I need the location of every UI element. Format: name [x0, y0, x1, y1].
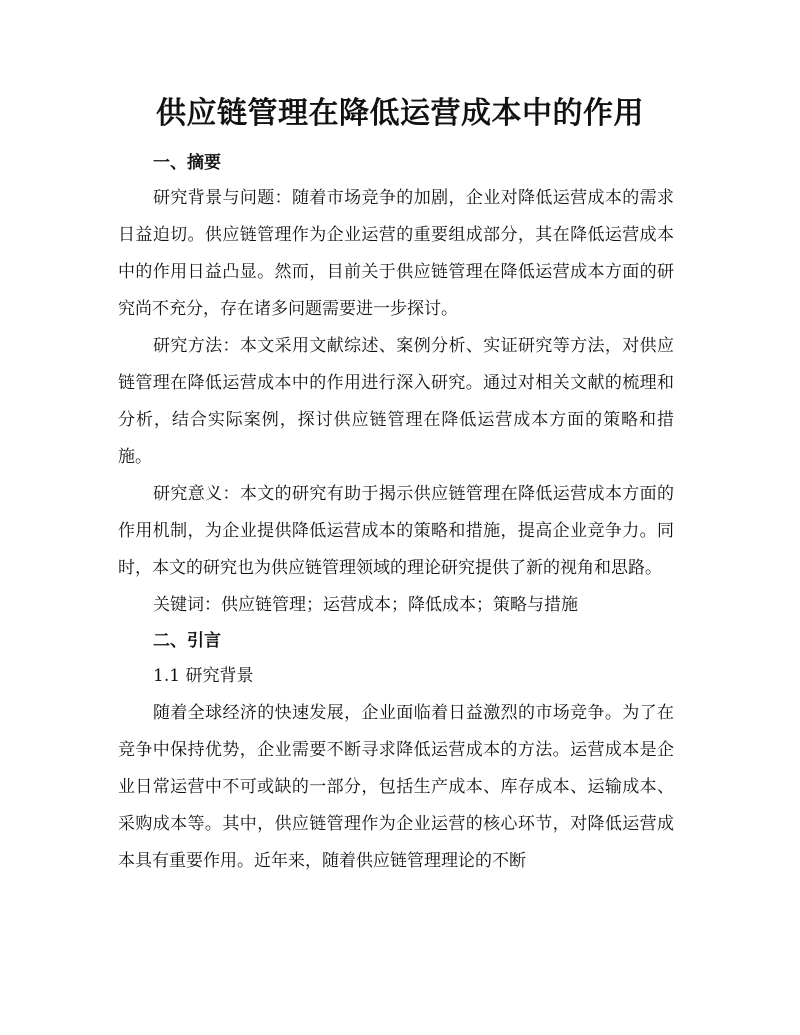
abstract-heading: 一、摘要	[153, 153, 221, 173]
keywords-line: 关键词：供应链管理；运营成本；降低成本；策略与措施	[153, 595, 578, 615]
introduction-paragraph: 随着全球经济的快速发展，企业面临着日益激烈的市场竞争。为了在竞争中保持优势，企业需要不断寻求降低运营成本的方法。运营成本是企业日常运营中不可或缺的一部分，包括生产成本、库存成本、运输成本、采购成本等。其中，供应链管理作为企业运营的核心环节，对降低运营成本具有重要作用。近年来，随着供应链管理理论的不断	[118, 703, 674, 871]
research-background-subheading: 1.1 研究背景	[153, 666, 254, 686]
abstract-background-paragraph: 研究背景与问题：随着市场竞争的加剧，企业对降低运营成本的需求日益迫切。供应链管理作为企业运营的重要组成部分，其在降低运营成本中的作用日益凸显。然而，目前关于供应链管理在降低运营成本方面的研究尚不充分，存在诸多问题需要进一步探讨。	[118, 188, 674, 319]
document-body	[118, 146, 674, 880]
introduction-heading: 二、引言	[153, 631, 221, 651]
abstract-methods-paragraph: 研究方法：本文采用文献综述、案例分析、实证研究等方法，对供应链管理在降低运营成本中的作用进行深入研究。通过对相关文献的梳理和分析，结合实际案例，探讨供应链管理在降低运营成本方面的策略和措施。	[118, 336, 674, 467]
abstract-significance-paragraph: 研究意义：本文的研究有助于揭示供应链管理在降低运营成本方面的作用机制，为企业提供降低运营成本的策略和措施，提高企业竞争力。同时，本文的研究也为供应链管理领域的理论研究提供了新的视角和思路。	[118, 484, 674, 578]
document-title: 供应链管理在降低运营成本中的作用	[156, 96, 644, 131]
